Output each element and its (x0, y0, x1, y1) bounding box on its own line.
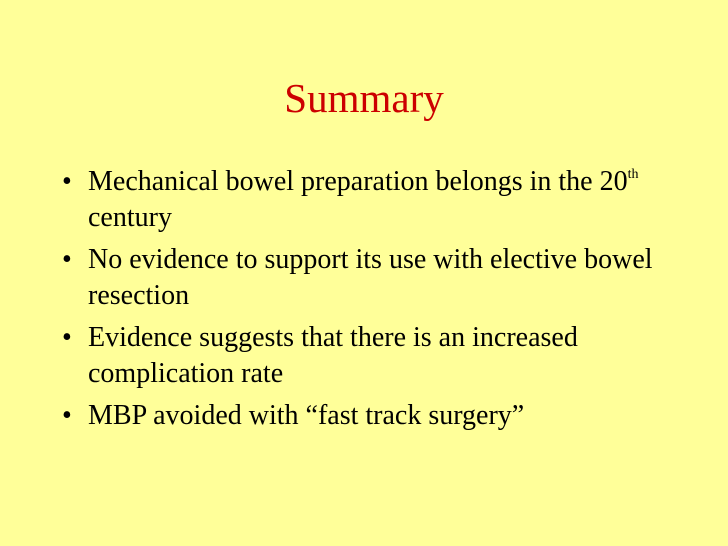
bullet-text: MBP avoided with “fast track surgery” (88, 400, 525, 431)
bullet-icon: • (62, 322, 72, 353)
bullet-item (62, 320, 682, 392)
bullet-icon: • (62, 400, 72, 431)
bullet-text: No evidence to support its use with elective bowel resection (88, 244, 653, 311)
bullet-icon: • (62, 244, 72, 275)
bullet-icon: • (62, 166, 72, 197)
bullet-item (62, 164, 682, 236)
ordinal-superscript: th (627, 167, 639, 182)
slide-title: Summary (284, 75, 444, 121)
bullet-text-tail: century (88, 202, 172, 233)
bullet-item (62, 398, 682, 434)
bullet-text: Mechanical bowel preparation belongs in the 20 (88, 166, 628, 197)
bullet-item (62, 242, 682, 314)
bullet-list (62, 164, 682, 440)
bullet-text: Evidence suggests that there is an increased complication rate (88, 322, 578, 389)
